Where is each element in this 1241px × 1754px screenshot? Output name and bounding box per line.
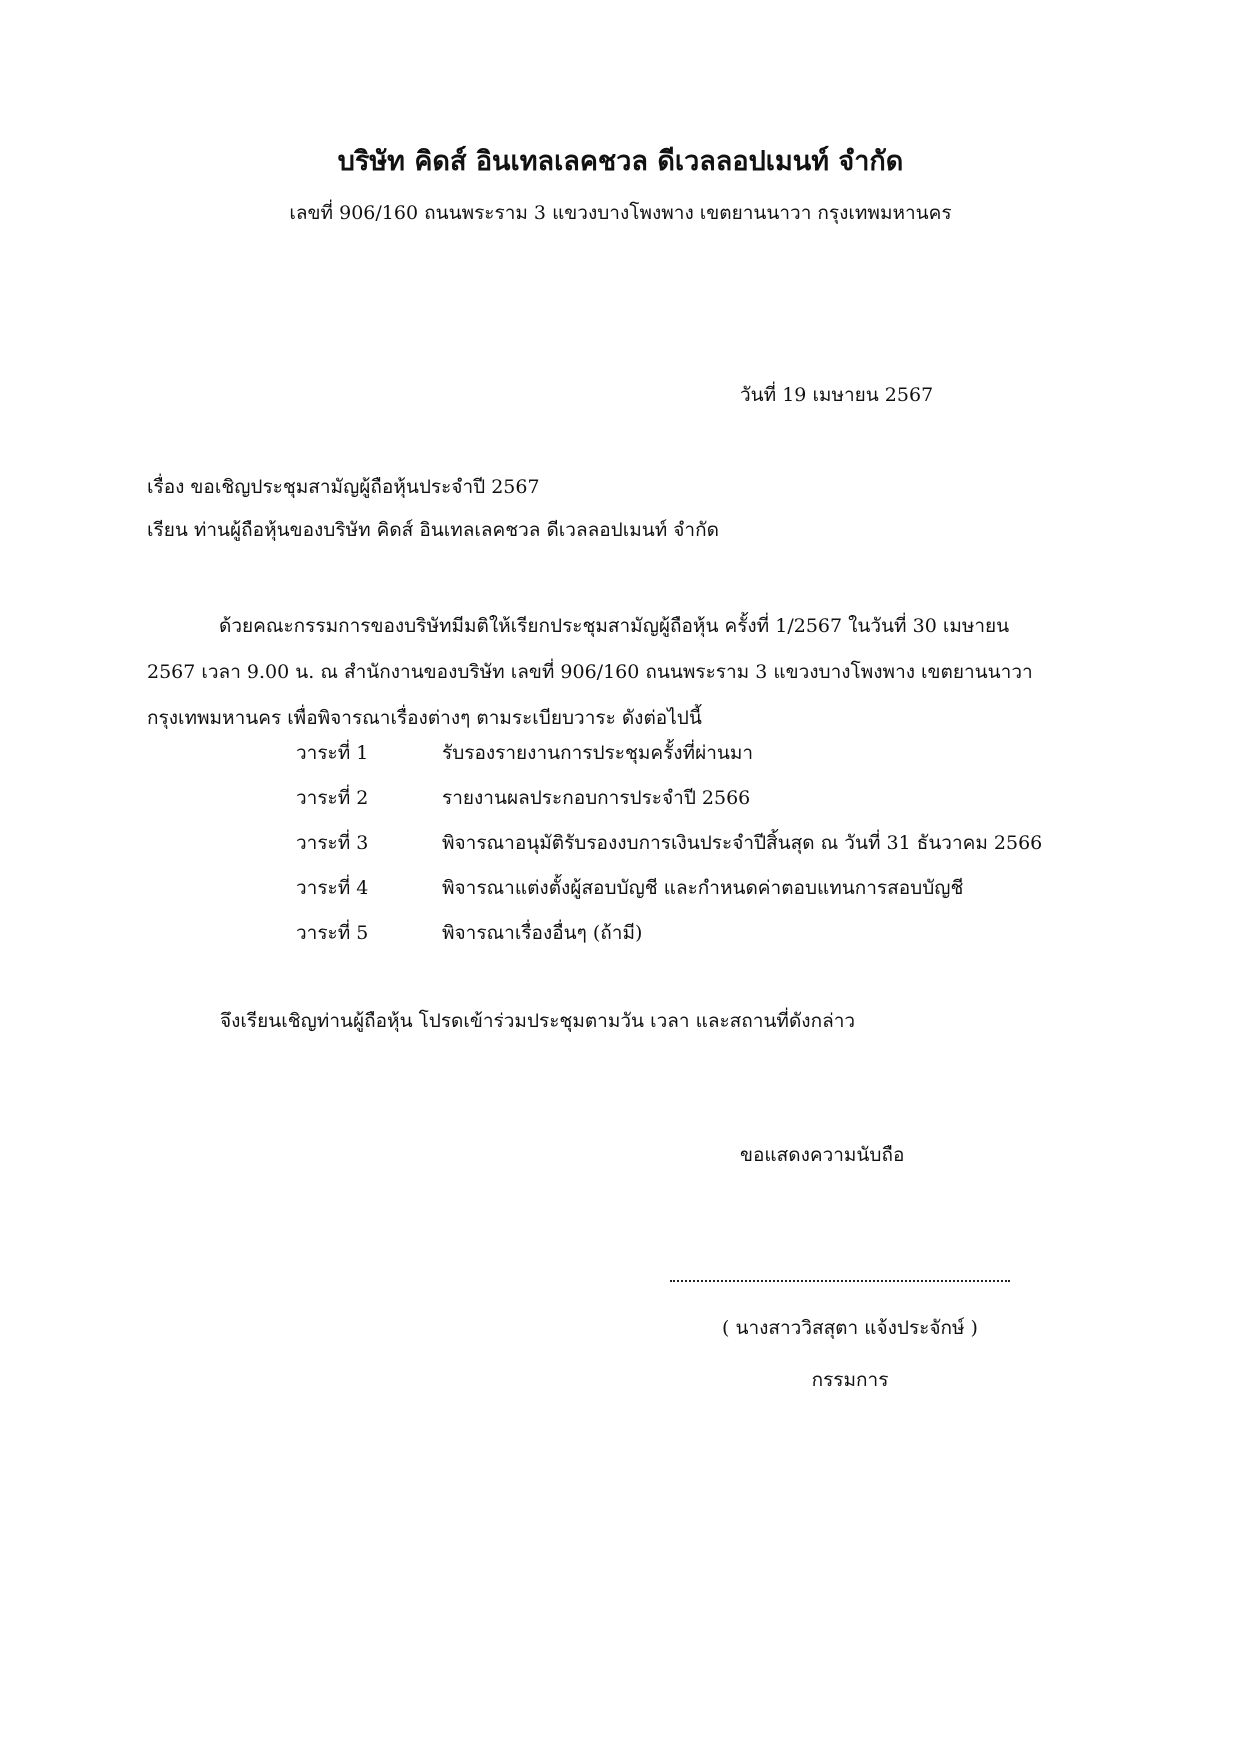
agenda-item (296, 783, 1042, 828)
agenda-number: วาระที่ 4 (296, 877, 369, 899)
company-name: บริษัท คิดส์ อินเทลเลคชวล ดีเวลลอปเมนท์ จำกัด (337, 146, 904, 177)
agenda-number: วาระที่ 3 (296, 832, 369, 854)
body-paragraph (147, 603, 1107, 741)
closing-paragraph: จึงเรียนเชิญท่านผู้ถือหุ้น โปรดเข้าร่วมประชุมตามวัน เวลา และสถานที่ดังกล่าว (220, 1010, 856, 1032)
agenda-item (296, 873, 1042, 918)
signatory-title: กรรมการ (811, 1369, 889, 1391)
body-line: ด้วยคณะกรรมการของบริษัทมีมติให้เรียกประชุมสามัญผู้ถือหุ้น ครั้งที่ 1/2567 ในวันที่ 30 เมษายน (219, 615, 1010, 637)
agenda-text: พิจารณาอนุมัติรับรองงบการเงินประจำปีสิ้นสุด ณ วันที่ 31 ธันวาคม 2566 (442, 832, 1043, 854)
company-address: เลขที่ 906/160 ถนนพระราม 3 แขวงบางโพงพาง เขตยานนาวา กรุงเทพมหานคร (289, 202, 952, 224)
body-line: กรุงเทพมหานคร เพื่อพิจารณาเรื่องต่างๆ ตามระเบียบวาระ ดังต่อไปนี้ (147, 707, 702, 729)
closing-regards: ขอแสดงความนับถือ (740, 1144, 905, 1166)
agenda-text: รายงานผลประกอบการประจำปี 2566 (442, 787, 751, 809)
agenda-number: วาระที่ 2 (296, 787, 369, 809)
agenda-item (296, 738, 1042, 783)
recipient-line: เรียน ท่านผู้ถือหุ้นของบริษัท คิดส์ อินเทลเลคชวล ดีเวลลอปเมนท์ จำกัด (147, 519, 719, 541)
agenda-text: พิจารณาแต่งตั้งผู้สอบบัญชี และกำหนดค่าตอบแทนการสอบบัญชี (442, 877, 964, 899)
agenda-item (296, 918, 1042, 963)
agenda-text: รับรองรายงานการประชุมครั้งที่ผ่านมา (442, 742, 754, 764)
signatory-name: ( นางสาววิสสุตา แจ้งประจักษ์ ) (722, 1317, 978, 1339)
signature-line (670, 1278, 1010, 1282)
agenda-number: วาระที่ 5 (296, 922, 369, 944)
body-line: 2567 เวลา 9.00 น. ณ สำนักงานของบริษัท เลขที่ 906/160 ถนนพระราม 3 แขวงบางโพงพาง เขตยานนาวา (147, 661, 1033, 683)
agenda-number: วาระที่ 1 (296, 742, 369, 764)
subject-line: เรื่อง ขอเชิญประชุมสามัญผู้ถือหุ้นประจำปี 2567 (147, 476, 540, 498)
agenda-text: พิจารณาเรื่องอื่นๆ (ถ้ามี) (442, 922, 643, 944)
agenda-item (296, 828, 1042, 873)
agenda-list (296, 738, 1042, 963)
letter-date: วันที่ 19 เมษายน 2567 (740, 384, 934, 406)
